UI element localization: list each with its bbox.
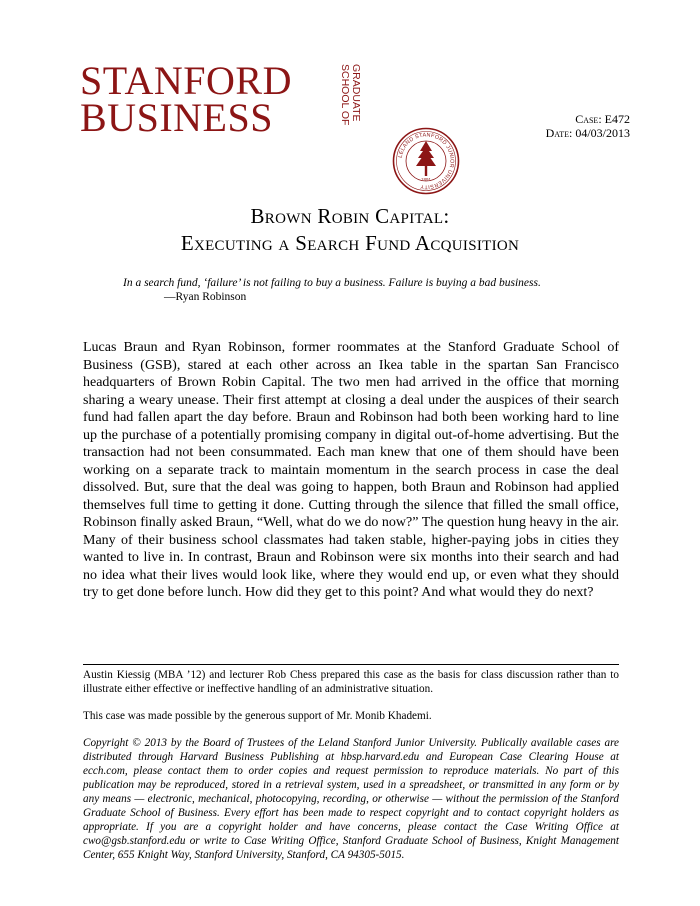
logo-business-word: BUSINESS: [80, 95, 273, 140]
title-line-1: Brown Robin Capital:: [250, 204, 450, 228]
epigraph-quote: In a search fund, ‘failure’ is not failing to buy a business. Failure is buying a bad business.: [123, 277, 541, 289]
date-label: Date: [545, 126, 569, 140]
logo-vertical-line-1: GRADUATE: [350, 64, 362, 122]
seal-year: 1891: [420, 177, 432, 182]
case-label: Case: [575, 112, 599, 126]
case-metadata: [546, 112, 630, 140]
footnote-support: This case was made possible by the generous support of Mr. Monib Khademi.: [83, 710, 432, 722]
case-number: E472: [604, 112, 630, 126]
footnote-authors: Austin Kiessig (MBA ’12) and lecturer Rob Chess prepared this case as the basis for class discussion rather than to illustrate either effective or ineffective handling of an administrative situation.: [83, 669, 619, 695]
epigraph: [123, 276, 541, 304]
logo-graduate-school-text: [339, 64, 361, 140]
seal-ring-text: LELAND STANFORD JUNIOR UNIVERSITY: [397, 132, 455, 190]
stanford-seal-icon: [392, 127, 460, 195]
document-title: [0, 203, 700, 257]
case-number-row: Case: E472: [575, 112, 630, 126]
epigraph-attribution: —Ryan Robinson: [164, 291, 247, 303]
title-line-2: Executing a Search Fund Acquisition: [180, 231, 520, 255]
footnote-divider: [83, 664, 619, 665]
stanford-gsb-logo: [80, 58, 455, 190]
footnote-copyright: Copyright © 2013 by the Board of Trustees of the Leland Stanford Junior University. Publically available cases are distributed through Harvard Business Publishing at hbsp.harvard.edu and European Case Clearing House at ecch.com, please contact them to order copies and request permission to reproduce materials. No part of this publication may be reproduced, stored in a retrieval system, used in a spreadsheet, or transmitted in any form or by any means — electronic, mechanical, photocopying, recording, or otherwise — without the permission of the Stanford Graduate School of Business. Every effort has been made to respect copyright and to contact copyright holders as appropriate. If you are a copyright holder and have concerns, please contact the Case Writing Office at cwo@gsb.stanford.edu or write to Case Writing Office, Stanford Graduate School of Business, Knight Management Center, 655 Knight Way, Stanford University, Stanford, CA 94305-5015.: [83, 737, 619, 861]
logo-stanford-word: STANFORD: [80, 58, 292, 103]
logo-vertical-line-2: SCHOOL OF: [339, 64, 351, 126]
case-date-row: Date: 04/03/2013: [545, 126, 630, 140]
case-date: 04/03/2013: [575, 126, 630, 140]
body-paragraph: Lucas Braun and Ryan Robinson, former roommates at the Stanford Graduate School of Business (GSB), stared at each other across an Ikea table in the spartan San Francisco headquarters of Brown Robin Capital. The two men had arrived in the office that morning sharing a weary unease. Their first attempt at closing a deal under the auspices of their search fund had fallen apart the day before. Braun and Robinson had both been working hard to line up the purchase of a potentially promising company in digital out-of-home advertising. But the transaction had not been consummated. Each man knew that one of them should have been working on a separate track to maintain momentum in the search process in case the deal dissolved. But, sure that the deal was going to happen, both Braun and Robinson had applied themselves full time to getting it done. Cutting through the silence that filled the small office, Robinson finally asked Braun, “Well, what do we do now?” The question hung heavy in the air. Many of their business school classmates had taken stable, higher-paying jobs in cities they wanted to live in. In contrast, Braun and Robinson were six months into their search and had no idea what their lives would look like, where they would end up, or even what they should try to get done before lunch. How did they get to this point? And what would they do next?: [83, 340, 619, 600]
